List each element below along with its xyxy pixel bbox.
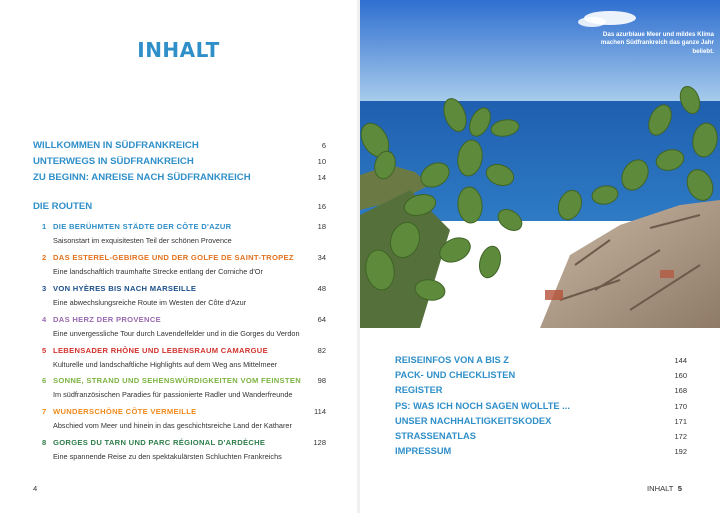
right-page [360,0,720,513]
route-title: DAS HERZ DER PROVENCE [53,314,161,324]
toc-entry-label: PS: WAS ICH NOCH SAGEN WOLLTE ... [395,400,570,411]
route-title: WUNDERSCHÖNE CÔTE VERMEILLE [53,407,197,417]
route-subtitle: Eine abwechslungsreiche Route im Westen der Côte d'Azur [53,297,247,307]
left-page [0,0,357,513]
toc-entry[interactable] [395,416,687,431]
route-number: 8 [42,438,47,448]
route-title-row [33,407,326,420]
toc-entry-label: UNSER NACHHALTIGKEITSKODEX [395,415,552,426]
route-page: 64 [317,314,326,324]
page-number: 4 [33,484,38,493]
toc-entry[interactable] [33,201,326,217]
routes-heading [33,201,326,217]
route-number: 3 [42,283,47,293]
routes-heading-page: 16 [317,202,326,211]
route-number: 2 [42,252,47,262]
route-title: DIE BERÜHMTEN STÄDTE DER CÔTE D'AZUR [53,222,232,231]
route-subtitle: Saisonstart im exquisitesten Teil der schönen Provence [53,236,232,245]
route-number: 4 [42,314,47,324]
toc-entry-label: UNTERWEGS IN SÜDFRANKREICH [33,156,194,167]
route-subtitle: Abschied vom Meer und hinein in das geschichtsreiche Land der Katharer [53,421,292,431]
route-entry[interactable] [33,222,326,253]
route-number: 7 [42,407,47,417]
toc-entry[interactable] [33,172,326,188]
running-footer [647,484,682,493]
toc-appendix-list [395,355,687,461]
route-title-row [33,315,326,328]
route-number: 1 [42,222,47,231]
route-title: VON HYÈRES BIS NACH MARSEILLE [53,283,197,293]
route-entry[interactable] [33,284,326,315]
toc-entry-page: 170 [674,401,687,411]
route-title: DAS ESTEREL-GEBIRGE UND DER GOLFE DE SAINT-TROPEZ [53,252,294,262]
toc-entry-label: ZU BEGINN: ANREISE NACH SÜDFRANKREICH [33,172,251,183]
route-title: GORGES DU TARN UND PARC RÉGIONAL D'ARDÈCHE [53,438,266,448]
route-subtitle: Kulturelle und landschaftliche Highlights auf dem Weg ans Mittelmeer [53,359,278,369]
route-page: 82 [317,345,326,355]
route-page: 34 [317,252,326,262]
toc-entry-label: STRASSENATLAS [395,430,476,441]
toc-entry[interactable] [395,446,687,461]
toc-entry[interactable] [395,385,687,400]
toc-entry-label: REISEINFOS VON A BIS Z [395,355,509,365]
toc-entry[interactable] [395,401,687,416]
route-title: LEBENSADER RHÔNE UND LEBENSRAUM CAMARGUE [53,345,268,355]
route-entry[interactable] [33,407,326,438]
toc-entry-page: 192 [674,447,687,457]
route-title-row [33,376,326,389]
route-entry[interactable] [33,438,326,469]
route-number: 5 [42,345,47,355]
route-number: 6 [42,376,47,386]
route-page: 128 [313,438,326,448]
route-entry[interactable] [33,376,326,407]
toc-entry-label: REGISTER [395,385,443,396]
toc-intro-list [33,140,326,188]
toc-entry[interactable] [395,355,687,370]
route-entry[interactable] [33,253,326,284]
route-page: 114 [314,407,326,417]
route-title: SONNE, STRAND UND SEHENSWÜRDIGKEITEN VOM FEINSTEN [53,376,302,386]
route-title-row [33,222,326,235]
toc-entry-page: 6 [321,141,326,150]
toc-entry-page: 10 [317,157,326,166]
routes-heading-label: DIE ROUTEN [33,201,93,212]
toc-entry-page: 144 [674,356,687,365]
route-subtitle: Im südfranzösischen Paradies für passionierte Radler und Wanderfreunde [53,390,293,400]
route-subtitle: Eine landschaftlich traumhafte Strecke entlang der Corniche d'Or [53,266,263,276]
page-title: INHALT [137,38,220,62]
route-subtitle: Eine unvergessliche Tour durch Lavendelfelder und in die Gorges du Verdon [53,328,300,338]
toc-entry[interactable] [33,140,326,156]
toc-entry-label: IMPRESSUM [395,446,452,457]
route-title-row [33,438,326,451]
photo-caption: Das azurblaue Meer und mildes Klima machen Südfrankreich das ganze Jahr beliebt. [600,31,714,55]
toc-entry[interactable] [395,431,687,446]
page-number: 5 [677,484,682,493]
route-subtitle: Eine spannende Reise zu den spektakulärsten Schluchten Frankreichs [53,452,282,462]
route-page: 18 [317,222,326,231]
toc-entry-label: PACK- UND CHECKLISTEN [395,370,516,381]
route-entry[interactable] [33,346,326,377]
toc-entry-page: 171 [674,416,687,426]
toc-entry-label: WILLKOMMEN IN SÜDFRANKREICH [33,140,199,151]
routes-list [33,222,326,469]
coastal-cactus-photo [360,0,720,328]
route-title-row [33,346,326,359]
route-page: 48 [317,283,326,293]
route-title-row [33,284,326,297]
route-title-row [33,253,326,266]
toc-entry-page: 172 [674,431,687,441]
toc-entry-page: 14 [317,173,326,182]
route-page: 98 [317,376,326,386]
route-entry[interactable] [33,315,326,346]
toc-entry[interactable] [395,370,687,385]
toc-entry[interactable] [33,156,326,172]
footer-label: INHALT [647,484,674,493]
toc-entry-page: 160 [674,371,687,381]
toc-entry-page: 168 [674,386,687,396]
